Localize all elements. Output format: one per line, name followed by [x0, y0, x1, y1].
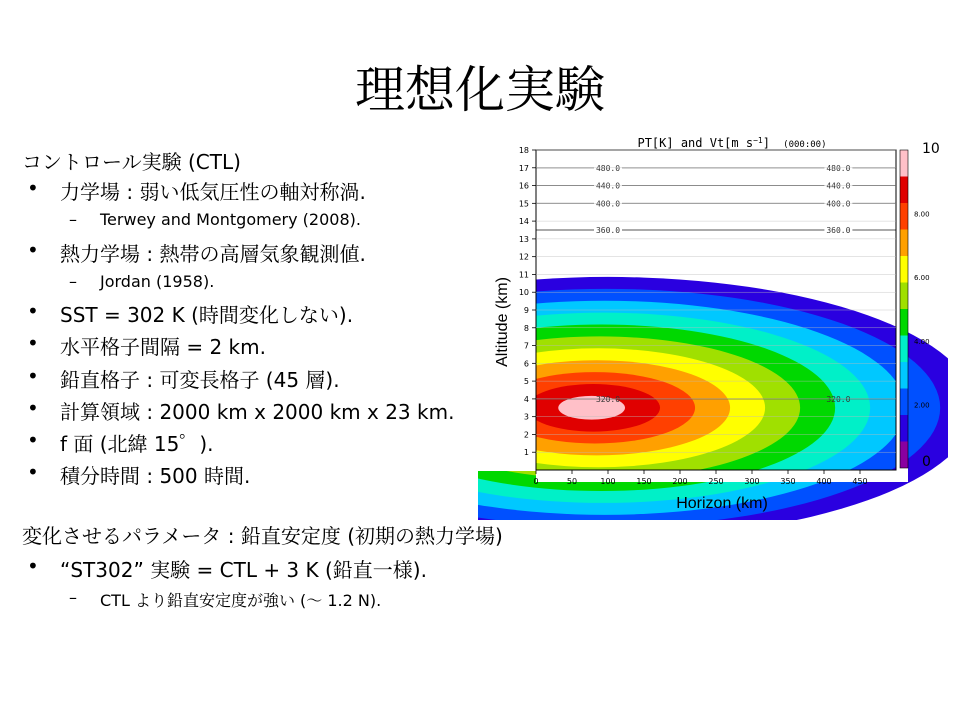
- x-tick-label: 350: [780, 477, 796, 486]
- bullet-marker: •: [27, 460, 39, 484]
- bullet-marker: •: [27, 396, 39, 420]
- pt-contour-label: 440.0: [826, 181, 851, 191]
- y-tick-label: 14: [518, 217, 529, 227]
- sub-list-item: Terwey and Montgomery (2008).: [100, 210, 361, 229]
- colorbar-segment: [900, 415, 908, 442]
- colorbar-segment: [900, 283, 908, 310]
- dash-marker: –: [69, 272, 77, 291]
- y-tick-label: 5: [523, 377, 529, 387]
- x-tick-label: 250: [708, 477, 724, 486]
- x-tick-label: 150: [636, 477, 652, 486]
- colorbar-tick-label: 8.00: [914, 210, 930, 219]
- x-tick-label: 200: [672, 477, 688, 486]
- pt-contour-label: 320.0: [595, 394, 621, 404]
- x-tick-label: 400: [816, 477, 832, 486]
- bullet-marker: •: [27, 331, 39, 355]
- pt-contour-label: 400.0: [826, 199, 851, 209]
- bullet-marker: •: [27, 299, 39, 323]
- y-tick-label: 16: [518, 181, 529, 191]
- pt-contour-label: 480.0: [826, 163, 851, 173]
- colorbar-tick-label: 2.00: [914, 401, 930, 410]
- colorbar-segment: [900, 203, 908, 230]
- list-item: 力学場 : 弱い低気圧性の軸対称渦.: [60, 180, 366, 204]
- y-tick-label: 6: [523, 359, 529, 369]
- list-item: SST = 302 K (時間変化しない).: [60, 303, 354, 327]
- x-tick-label: 450: [852, 477, 868, 486]
- slide-title: 理想化実験: [355, 61, 605, 119]
- colorbar-segment: [900, 150, 908, 177]
- y-tick-label: 1: [523, 448, 529, 458]
- pt-contour-label: 320.0: [826, 394, 851, 404]
- pt-contour-label: 360.0: [595, 226, 621, 235]
- y-tick-label: 15: [518, 199, 529, 209]
- pt-contour-label: 400.0: [595, 199, 621, 209]
- x-tick-label: 0: [533, 477, 539, 486]
- y-tick-label: 10: [518, 288, 529, 298]
- colorbar-segment: [900, 309, 908, 336]
- colorbar-segment: [900, 336, 908, 363]
- list-item: 計算領域 : 2000 km x 2000 km x 23 km.: [60, 400, 455, 424]
- y-tick-label: 3: [523, 412, 529, 422]
- list-item: 熱力学場 : 熱帯の高層気象観測値.: [60, 242, 366, 266]
- y-axis-label: Altitude (km): [494, 277, 511, 367]
- bullet-marker: •: [27, 554, 39, 578]
- sub-list-item: CTL より鉛直安定度が強い (〜 1.2 N).: [100, 591, 382, 610]
- list-item: f 面 (北緯 15゜).: [60, 432, 214, 456]
- x-tick-label: 50: [566, 477, 578, 486]
- x-tick-label: 100: [600, 477, 616, 486]
- list-item: 積分時間 : 500 時間.: [60, 464, 251, 488]
- colorbar-segment: [900, 362, 908, 389]
- colorbar-tick-label: 4.00: [914, 337, 930, 346]
- bullet-marker: •: [27, 364, 39, 388]
- y-tick-label: 11: [518, 270, 529, 280]
- y-tick-label: 8: [523, 323, 529, 333]
- pt-contour-label: 440.0: [595, 181, 621, 191]
- y-tick-label: 13: [518, 234, 529, 244]
- list-item: “ST302” 実験 = CTL + 3 K (鉛直一様).: [60, 558, 427, 582]
- colorbar-segment: [900, 389, 908, 416]
- section1-heading: コントロール実験 (CTL): [22, 150, 241, 174]
- y-tick-label: 12: [518, 252, 529, 262]
- bullet-marker: •: [27, 176, 39, 200]
- colorbar-tick-label: 10: [922, 141, 940, 157]
- colorbar-segment: [900, 256, 908, 283]
- dash-marker: –: [69, 210, 77, 229]
- colorbar-segment: [900, 442, 908, 469]
- sub-list-item: Jordan (1958).: [100, 272, 215, 291]
- x-tick-label: 300: [744, 477, 760, 486]
- bullet-marker: •: [27, 428, 39, 452]
- y-tick-label: 2: [523, 430, 529, 440]
- y-tick-label: 18: [518, 146, 529, 155]
- section2-heading: 変化させるパラメータ : 鉛直安定度 (初期の熱力学場): [22, 524, 503, 548]
- dash-marker: –: [69, 588, 77, 607]
- pt-contour-label: 360.0: [826, 226, 851, 235]
- y-tick-label: 9: [523, 306, 529, 315]
- chart-title: PT[K] and Vt[m $s^{-1}$] (000:00): [637, 136, 827, 150]
- y-tick-label: 17: [518, 163, 529, 173]
- list-item: 水平格子間隔 = 2 km.: [60, 335, 266, 359]
- colorbar-segment: [900, 230, 908, 257]
- y-tick-label: 7: [523, 341, 529, 351]
- list-item: 鉛直格子 : 可変長格子 (45 層).: [60, 368, 340, 392]
- colorbar-tick-label: 0: [922, 454, 931, 470]
- bullet-marker: •: [27, 238, 39, 262]
- x-axis-label: Horizon (km): [676, 495, 768, 512]
- colorbar-segment: [900, 177, 908, 204]
- y-tick-label: 4: [523, 394, 529, 404]
- pt-contour-label: 480.0: [595, 163, 621, 173]
- colorbar-tick-label: 6.00: [914, 274, 930, 283]
- vt-color-field: [478, 150, 948, 520]
- contour-chart: [478, 130, 948, 520]
